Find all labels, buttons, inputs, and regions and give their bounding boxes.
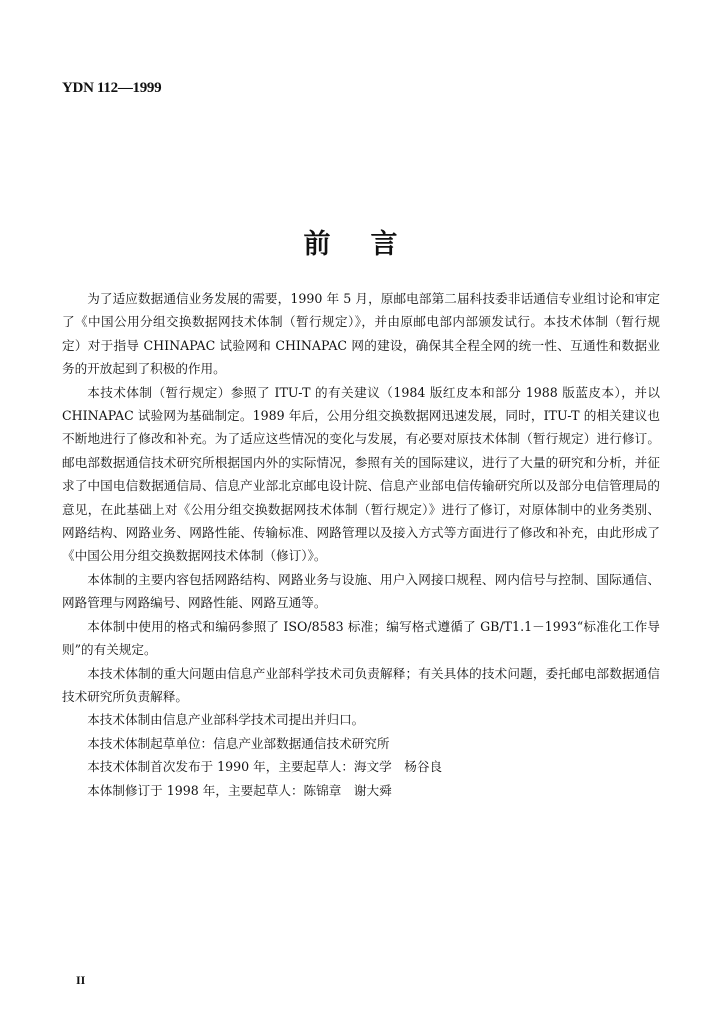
- page-title: 前言: [303, 229, 438, 260]
- paragraph-3: 本体制的主要内容包括网路结构、网路业务与设施、用户入网接口规程、网内信号与控制、国际通信、网路管理与网路编号、网路性能、网路互通等。: [62, 571, 660, 611]
- paragraph-9: 本体制修订于 1998 年，主要起草人：陈锦章 谢大舜: [87, 782, 392, 798]
- page-number: II: [76, 973, 86, 987]
- paragraph-7: 本技术体制起草单位：信息产业部数据通信技术研究所: [87, 735, 390, 751]
- foreword-body: [62, 287, 660, 802]
- paragraph-2: 本技术体制（暂行规定）参照了 ITU-T 的有关建议（1984 版红皮本和部分 1988 版蓝皮本），并以 CHINAPAC 试验网为基础制定。1989 年后，公用分组交换数据网迅速发展，同时，ITU-T 的相关建议也不断地进行了修改和补充。为了适应这些情况的变化与发展，有必要对原技术体制（暂行规定）进行修订。邮电部数据通信技术研究所根据国内外的实际情况，参照有关的国际建议，进行了大量的研究和分析，并征求了中国电信数据通信局、信息产业部北京邮电设计院、信息产业部电信传输研究所以及部分电信管理局的意见，在此基础上对《公用分组交换数据网技术体制（暂行规定）》进行了修订，对原体制中的业务类别、网路结构、网路业务、网路性能、传输标准、网路管理以及接入方式等方面进行了修改和补充，由此形成了《中国公用分组交换数据网技术体制（修订）》。: [62, 384, 660, 564]
- paragraph-6: 本技术体制由信息产业部科学技术司提出并归口。: [87, 712, 365, 728]
- document-code: YDN 112—1999: [62, 80, 162, 96]
- paragraph-8: 本技术体制首次发布于 1990 年，主要起草人：海文学 杨谷良: [87, 759, 443, 775]
- paragraph-4: 本体制中使用的格式和编码参照了 ISO/8583 标准；编写格式遵循了 GB/T1.1－1993“标准化工作导则”的有关规定。: [62, 618, 660, 658]
- paragraph-5: 本技术体制的重大问题由信息产业部科学技术司负责解释；有关具体的技术问题，委托邮电部数据通信技术研究所负责解释。: [62, 665, 660, 704]
- paragraph-1: 为了适应数据通信业务发展的需要，1990 年 5 月，原邮电部第二届科技委非话通信专业组讨论和审定了《中国公用分组交换数据网技术体制（暂行规定）》，并由原邮电部内部颁发试行。本技术体制（暂行规定）对于指导 CHINAPAC 试验网和 CHINAPAC 网的建设，确保其全程全网的统一性、互通性和数据业务的开放起到了积极的作用。: [62, 291, 660, 377]
